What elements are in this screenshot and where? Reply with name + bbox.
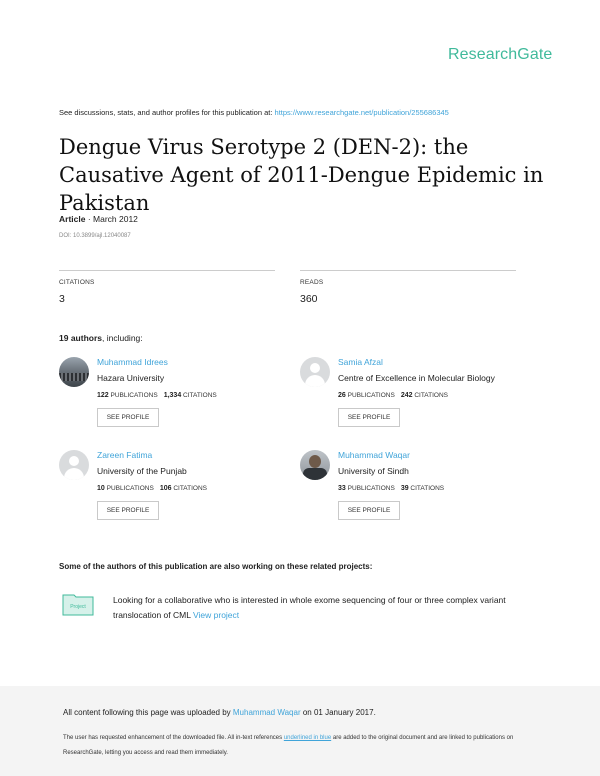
author-name[interactable]: Zareen Fatima [97,450,153,460]
authors-heading [59,333,143,343]
avatar[interactable] [59,450,89,480]
author-citations-label: CITATIONS [173,485,208,492]
enhancement-note [63,731,533,761]
publications-label: PUBLICATIONS [106,485,154,492]
author-card [300,450,550,530]
author-institution: Centre of Excellence in Molecular Biology [338,373,495,383]
author-citations-label: CITATIONS [410,485,445,492]
author-institution: Hazara University [97,373,165,383]
publication-type: Article [59,214,86,224]
publication-link[interactable]: https://www.researchgate.net/publication/255686345 [274,108,449,117]
related-projects-heading: Some of the authors of this publication are also working on these related projects: [59,562,373,571]
see-profile-button[interactable]: SEE PROFILE [97,408,159,427]
citations-count: 39 [400,485,409,492]
discussion-text: See discussions, stats, and author profiles for this publication at: [59,108,275,117]
publication-title: Dengue Virus Serotype 2 (DEN-2): the Causative Agent of 2011-Dengue Epidemic in Pakistan [59,135,544,215]
author-stats [338,485,444,492]
citations-divider [59,270,275,271]
uploader-link[interactable]: Muhammad Waqar [232,708,301,717]
author-card [59,450,309,530]
view-project-link[interactable]: View project [193,610,240,620]
publications-count: 26 [338,392,346,399]
reads-divider [300,270,516,271]
citations-value: 3 [59,293,65,305]
author-card [300,357,550,437]
author-institution: University of Sindh [338,466,409,476]
publications-label: PUBLICATIONS [347,485,395,492]
see-profile-button[interactable]: SEE PROFILE [97,501,159,520]
author-institution: University of the Punjab [97,466,187,476]
publications-count: 33 [338,485,346,492]
discussion-note [59,108,449,117]
citations-count: 106 [159,485,172,492]
upload-note [63,708,376,717]
avatar[interactable] [300,357,330,387]
author-name[interactable]: Muhammad Idrees [97,357,168,367]
see-profile-button[interactable]: SEE PROFILE [338,408,400,427]
author-stats [338,392,448,399]
publications-count: 10 [97,485,105,492]
publications-label: PUBLICATIONS [347,392,395,399]
project-icon [62,592,94,616]
author-stats [97,392,217,399]
publication-meta [59,214,138,224]
reads-label: READS [300,279,324,286]
author-name[interactable]: Samia Afzal [338,357,383,367]
upload-prefix: All content following this page was uploaded by [63,708,233,717]
enhancement-text-a: The user has requested enhancement of the downloaded file. All in-text references [63,735,284,741]
author-card [59,357,309,437]
citations-count: 1,334 [163,392,182,399]
publications-label: PUBLICATIONS [110,392,158,399]
publications-count: 122 [97,392,109,399]
authors-suffix: , including: [102,333,143,343]
researchgate-logo[interactable]: ResearchGate [448,46,553,63]
avatar[interactable] [59,357,89,387]
authors-count: 19 authors [59,333,102,343]
citations-count: 242 [400,392,413,399]
avatar[interactable] [300,450,330,480]
enhancement-text-b: are added to the original document and are linked to publications on ResearchGate, letting you access and read them immediately. [63,735,514,756]
underlined-in-blue: underlined in blue [283,735,332,741]
author-citations-label: CITATIONS [183,392,217,399]
publication-doi: DOI: 10.3899/ajl.12040087 [59,233,131,239]
reads-value: 360 [300,293,318,305]
publication-date: · March 2012 [85,214,138,224]
project-icon-label: Project [70,604,86,610]
author-name[interactable]: Muhammad Waqar [338,450,410,460]
project-description [113,593,553,623]
author-stats [97,485,207,492]
see-profile-button[interactable]: SEE PROFILE [338,501,400,520]
project-text: Looking for a collaborative who is interested in whole exome sequencing of four or three complex variant translocation of CML [113,595,506,620]
author-citations-label: CITATIONS [414,392,449,399]
upload-suffix: on 01 January 2017. [300,708,376,717]
citations-label: CITATIONS [59,279,95,286]
